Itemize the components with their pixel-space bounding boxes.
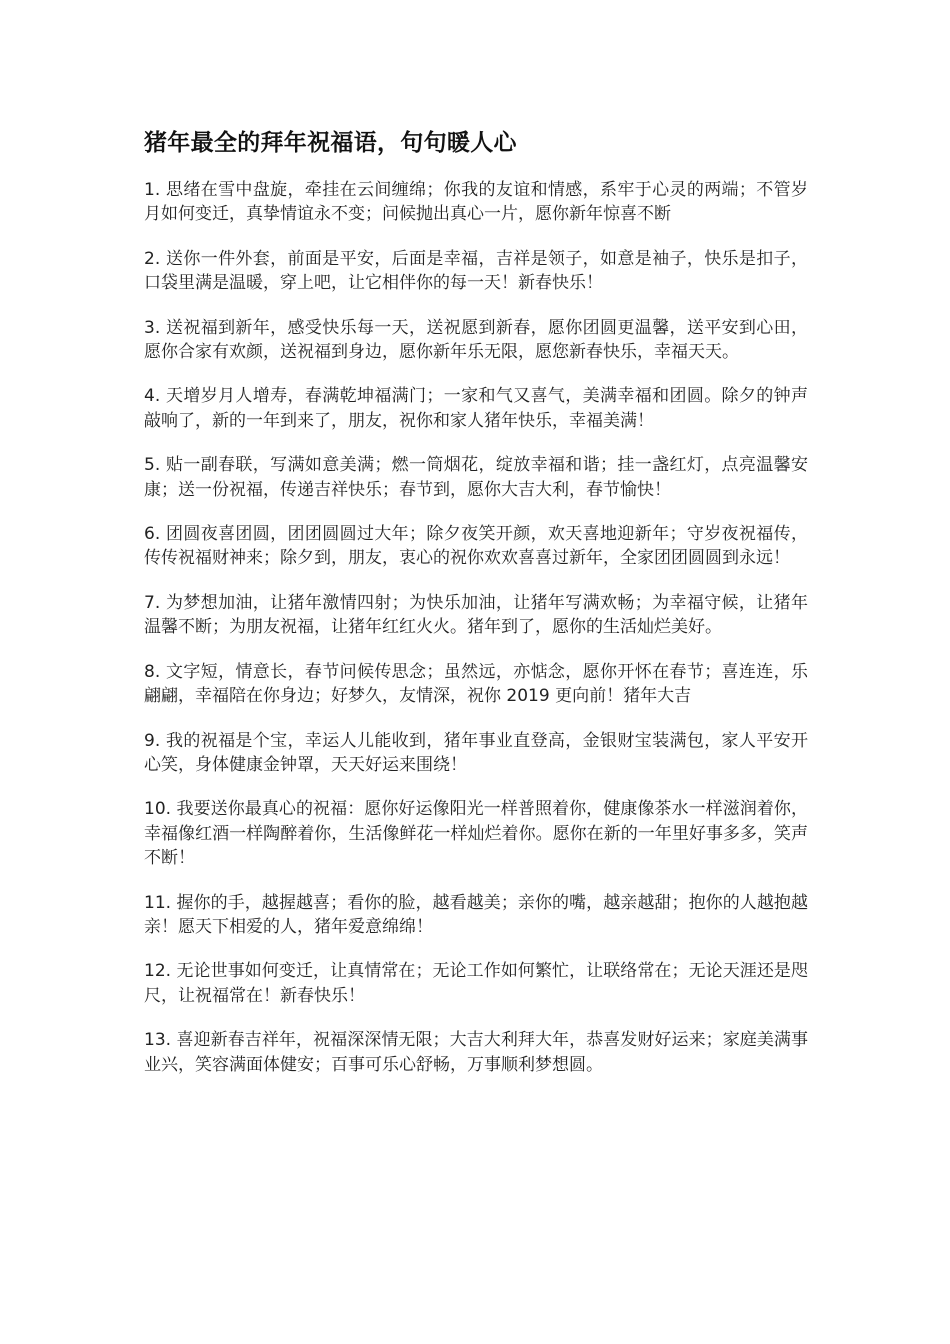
document-page [144,128,808,1097]
document-title: 猪年最全的拜年祝福语，句句暖人心 [144,130,517,156]
greeting-item: 1. 思绪在雪中盘旋，牵挂在云间缠绵；你我的友谊和情感，系牢于心灵的两端；不管岁月如何变迁，真挚情谊永不变；问候抛出真心一片，愿你新年惊喜不断 [144,180,808,225]
greeting-item: 13. 喜迎新春吉祥年，祝福深深情无限；大吉大利拜大年，恭喜发财好运来；家庭美满事业兴，笑容满面体健安；百事可乐心舒畅，万事顺利梦想圆。 [144,1030,808,1075]
greetings-list [144,178,808,1077]
greeting-item: 5. 贴一副春联，写满如意美满；燃一筒烟花，绽放幸福和谐；挂一盏红灯，点亮温馨安康；送一份祝福，传递吉祥快乐；春节到，愿你大吉大利，春节愉快！ [144,455,808,500]
greeting-item: 3. 送祝福到新年，感受快乐每一天，送祝愿到新春，愿你团圆更温馨，送平安到心田，愿你合家有欢颜，送祝福到身边，愿你新年乐无限，愿您新春快乐，幸福天天。 [144,317,808,363]
greeting-item: 11. 握你的手，越握越喜；看你的脸，越看越美；亲你的嘴，越亲越甜；抱你的人越抱越亲！愿天下相爱的人，猪年爱意绵绵！ [144,892,808,937]
greeting-item: 10. 我要送你最真心的祝福：愿你好运像阳光一样普照着你，健康像茶水一样滋润着你，幸福像红酒一样陶醉着你，生活像鲜花一样灿烂着你。愿你在新的一年里好事多多，笑声不断！ [144,799,808,869]
greeting-item: 2. 送你一件外套，前面是平安，后面是幸福，吉祥是领子，如意是袖子，快乐是扣子，口袋里满是温暖，穿上吧，让它相伴你的每一天！新春快乐！ [144,248,808,294]
greeting-item: 8. 文字短，情意长，春节问候传思念；虽然远，亦惦念，愿你开怀在春节；喜连连，乐翩翩，幸福陪在你身边；好梦久，友情深，祝你 2019 更向前！猪年大吉 [144,661,808,707]
greeting-item: 7. 为梦想加油，让猪年激情四射；为快乐加油，让猪年写满欢畅；为幸福守候，让猪年温馨不断；为朋友祝福，让猪年红红火火。猪年到了，愿你的生活灿烂美好。 [144,592,808,638]
greeting-item: 9. 我的祝福是个宝，幸运人儿能收到，猪年事业直登高，金银财宝装满包，家人平安开心笑，身体健康金钟罩，天天好运来围绕！ [144,730,808,775]
greeting-item: 12. 无论世事如何变迁，让真情常在；无论工作如何繁忙，让联络常在；无论天涯还是咫尺，让祝福常在！新春快乐！ [144,961,808,1006]
greeting-item: 4. 天增岁月人增寿，春满乾坤福满门；一家和气又喜气，美满幸福和团圆。除夕的钟声敲响了，新的一年到来了，朋友，祝你和家人猪年快乐，幸福美满！ [144,386,808,431]
greeting-item: 6. 团圆夜喜团圆，团团圆圆过大年；除夕夜笑开颜，欢天喜地迎新年；守岁夜祝福传，传传祝福财神来；除夕到，朋友，衷心的祝你欢欢喜喜过新年，全家团团圆圆到永远！ [144,524,808,569]
